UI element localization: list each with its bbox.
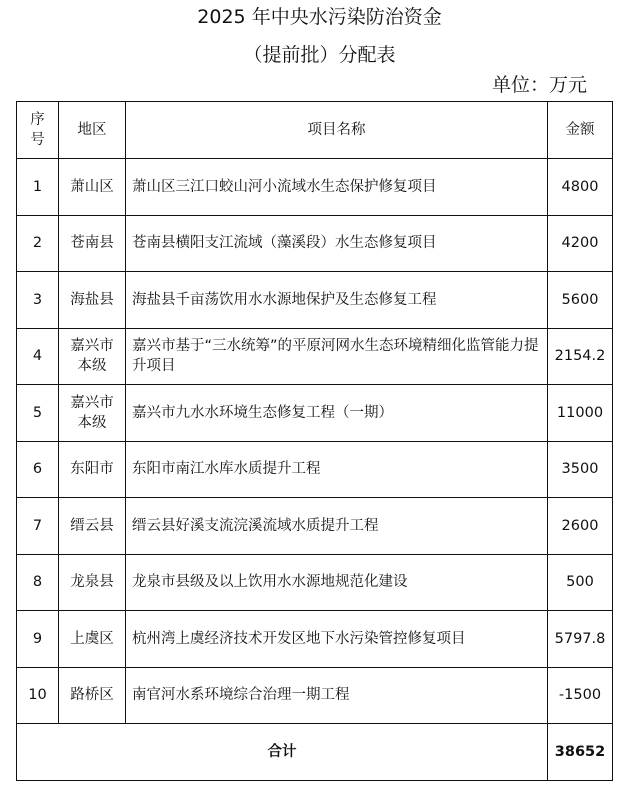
table-row — [17, 441, 613, 498]
cell-amount: 4800 — [548, 159, 613, 216]
table-row — [17, 328, 613, 385]
cell-project: 南官河水系环境综合治理一期工程 — [126, 667, 548, 724]
table-row — [17, 611, 613, 668]
cell-no: 1 — [17, 159, 59, 216]
cell-region: 萧山区 — [59, 159, 126, 216]
cell-project: 东阳市南江水库水质提升工程 — [126, 441, 548, 498]
cell-region: 缙云县 — [59, 498, 126, 555]
allocation-table — [16, 101, 613, 781]
cell-project: 杭州湾上虞经济技术开发区地下水污染管控修复项目 — [126, 611, 548, 668]
cell-project: 苍南县横阳支江流域（藻溪段）水生态修复项目 — [126, 215, 548, 272]
table-row — [17, 554, 613, 611]
table-row — [17, 272, 613, 329]
cell-amount: 2154.2 — [548, 328, 613, 385]
cell-region: 海盐县 — [59, 272, 126, 329]
table-row — [17, 159, 613, 216]
cell-no: 4 — [17, 328, 59, 385]
cell-amount: -1500 — [548, 667, 613, 724]
cell-no: 10 — [17, 667, 59, 724]
table-row — [17, 385, 613, 442]
header-project: 项目名称 — [126, 102, 548, 159]
cell-region: 龙泉县 — [59, 554, 126, 611]
cell-amount: 500 — [548, 554, 613, 611]
table-row — [17, 215, 613, 272]
document-subtitle: （提前批）分配表 — [243, 44, 396, 66]
cell-region: 苍南县 — [59, 215, 126, 272]
total-row — [17, 724, 613, 781]
cell-no: 6 — [17, 441, 59, 498]
cell-no: 3 — [17, 272, 59, 329]
cell-region: 路桥区 — [59, 667, 126, 724]
total-label: 合计 — [17, 724, 548, 781]
cell-project: 嘉兴市基于“三水统筹”的平原河网水生态环境精细化监管能力提升项目 — [126, 328, 548, 385]
table-row — [17, 498, 613, 555]
cell-no: 9 — [17, 611, 59, 668]
cell-no: 2 — [17, 215, 59, 272]
cell-region: 嘉兴市 本级 — [59, 328, 126, 385]
table-row — [17, 667, 613, 724]
cell-region: 上虞区 — [59, 611, 126, 668]
cell-amount: 5797.8 — [548, 611, 613, 668]
header-no: 序号 — [17, 102, 59, 159]
cell-project: 海盐县千亩荡饮用水水源地保护及生态修复工程 — [126, 272, 548, 329]
cell-amount: 2600 — [548, 498, 613, 555]
cell-no: 7 — [17, 498, 59, 555]
document-title: 2025 年中央水污染防治资金 — [197, 6, 442, 28]
header-region: 地区 — [59, 102, 126, 159]
cell-amount: 5600 — [548, 272, 613, 329]
header-amount: 金额 — [548, 102, 613, 159]
unit-label: 单位：万元 — [491, 74, 587, 96]
cell-project: 缙云县好溪支流浣溪流域水质提升工程 — [126, 498, 548, 555]
cell-amount: 3500 — [548, 441, 613, 498]
cell-amount: 4200 — [548, 215, 613, 272]
cell-amount: 11000 — [548, 385, 613, 442]
total-amount: 38652 — [548, 724, 613, 781]
table-header-row — [17, 102, 613, 159]
cell-no: 8 — [17, 554, 59, 611]
cell-region: 嘉兴市 本级 — [59, 385, 126, 442]
cell-project: 嘉兴市九水水环境生态修复工程（一期） — [126, 385, 548, 442]
cell-region: 东阳市 — [59, 441, 126, 498]
cell-project: 萧山区三江口蛟山河小流域水生态保护修复项目 — [126, 159, 548, 216]
cell-no: 5 — [17, 385, 59, 442]
cell-project: 龙泉市县级及以上饮用水水源地规范化建设 — [126, 554, 548, 611]
